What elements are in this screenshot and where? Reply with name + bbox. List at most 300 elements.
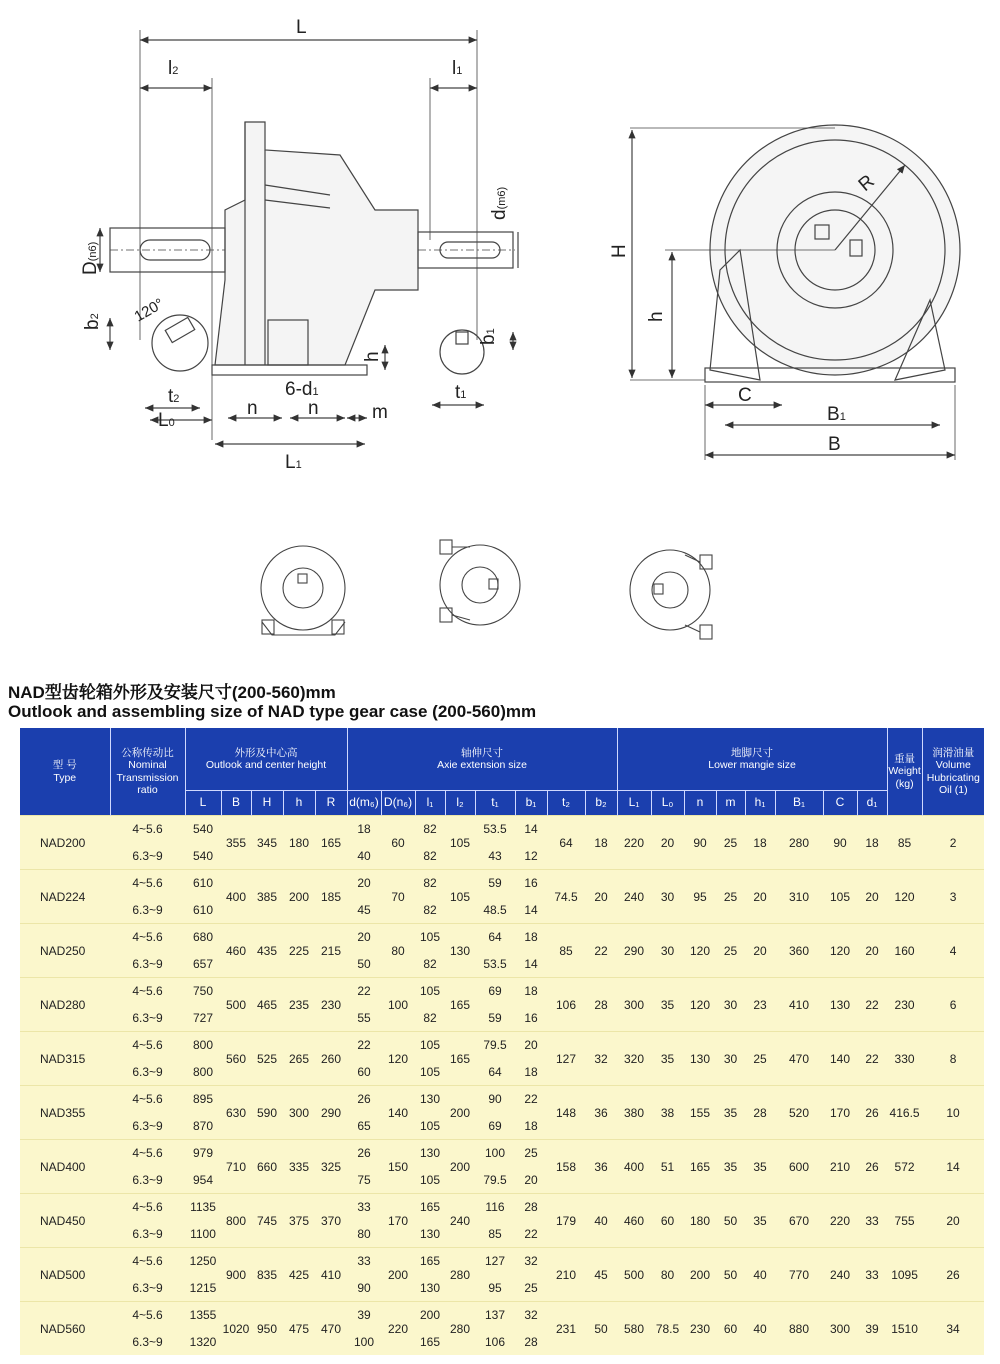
b1-cell: 32 — [515, 1248, 547, 1275]
table-cell: 335 — [283, 1140, 315, 1194]
table-cell: 25 — [716, 870, 745, 924]
table-cell: 30 — [651, 924, 684, 978]
d-cell: 20 — [347, 870, 381, 897]
b1-cell: 22 — [515, 1221, 547, 1248]
table-row — [20, 1248, 984, 1275]
table-cell: 34 — [922, 1302, 984, 1356]
table-cell: 165 — [315, 816, 347, 870]
table-cell: 630 — [221, 1086, 251, 1140]
ratio-cell: 4~5.6 — [110, 1032, 185, 1059]
weight-header: 重量 Weight (kg) — [887, 728, 922, 816]
table-cell: 74.5 — [547, 870, 585, 924]
table-cell: 710 — [221, 1140, 251, 1194]
table-cell: 410 — [315, 1248, 347, 1302]
ratio-cell: 6.3~9 — [110, 1221, 185, 1248]
col-header: H — [251, 791, 283, 816]
table-cell: 745 — [251, 1194, 283, 1248]
ratio-cell: 4~5.6 — [110, 924, 185, 951]
table-cell: 355 — [221, 816, 251, 870]
b1-cell: 18 — [515, 1059, 547, 1086]
table-cell: 230 — [887, 978, 922, 1032]
table-cell: 460 — [617, 1194, 651, 1248]
l1-cell: 82 — [415, 816, 445, 843]
table-cell: 345 — [251, 816, 283, 870]
table-cell: 755 — [887, 1194, 922, 1248]
dim-l1: l1 — [452, 58, 463, 79]
col-header: d₁ — [857, 791, 887, 816]
ratio-cell: 6.3~9 — [110, 1059, 185, 1086]
table-cell: 500 — [221, 978, 251, 1032]
table-cell: 78.5 — [651, 1302, 684, 1356]
b1-cell: 16 — [515, 870, 547, 897]
table-cell: 416.5 — [887, 1086, 922, 1140]
ratio-cell: 6.3~9 — [110, 897, 185, 924]
title-cn: NAD型齿轮箱外形及安装尺寸(200-560)mm — [8, 683, 336, 702]
type-cell: NAD315 — [20, 1032, 110, 1086]
technical-drawings — [0, 0, 1000, 670]
d-cell: 75 — [347, 1167, 381, 1194]
type-cell: NAD500 — [20, 1248, 110, 1302]
oil-header: 润滑油量 Volume Hubricating Oil (1) — [922, 728, 984, 816]
d-cell: 40 — [347, 843, 381, 870]
table-cell: 300 — [617, 978, 651, 1032]
b1-cell: 16 — [515, 1005, 547, 1032]
table-cell: 580 — [617, 1302, 651, 1356]
table-row — [20, 816, 984, 843]
d-cell: 50 — [347, 951, 381, 978]
d-cell: 33 — [347, 1248, 381, 1275]
table-cell: 64 — [547, 816, 585, 870]
dim-t1: t1 — [455, 382, 467, 403]
L-cell: 1355 — [185, 1302, 221, 1329]
L-cell: 680 — [185, 924, 221, 951]
table-cell: 200 — [684, 1248, 716, 1302]
table-cell: 435 — [251, 924, 283, 978]
D-cell: 80 — [381, 924, 415, 978]
d-cell: 26 — [347, 1140, 381, 1167]
table-row — [20, 978, 984, 1005]
l1-cell: 165 — [415, 1329, 445, 1356]
table-cell: 30 — [651, 870, 684, 924]
table-cell: 260 — [315, 1032, 347, 1086]
l1-cell: 82 — [415, 870, 445, 897]
dim-n-1: n — [247, 398, 258, 419]
b1-cell: 28 — [515, 1329, 547, 1356]
table-cell: 23 — [745, 978, 775, 1032]
d-cell: 39 — [347, 1302, 381, 1329]
dim-b1: b1 — [478, 328, 499, 345]
b1-cell: 28 — [515, 1194, 547, 1221]
d-cell: 55 — [347, 1005, 381, 1032]
table-cell: 35 — [745, 1140, 775, 1194]
type-cell: NAD560 — [20, 1302, 110, 1356]
table-cell: 215 — [315, 924, 347, 978]
t1-cell: 100 — [475, 1140, 515, 1167]
table-cell: 60 — [716, 1302, 745, 1356]
dimension-table — [20, 728, 984, 1355]
ratio-cell: 4~5.6 — [110, 1194, 185, 1221]
l2-cell: 280 — [445, 1248, 475, 1302]
table-row — [20, 1086, 984, 1113]
l2-cell: 200 — [445, 1086, 475, 1140]
D-cell: 120 — [381, 1032, 415, 1086]
table-cell: 36 — [585, 1086, 617, 1140]
table-cell: 400 — [221, 870, 251, 924]
table-cell: 670 — [775, 1194, 823, 1248]
dim-t2: t2 — [168, 386, 180, 407]
table-cell: 51 — [651, 1140, 684, 1194]
type-header: 型 号 Type — [20, 728, 110, 816]
table-cell: 25 — [716, 924, 745, 978]
ratio-cell: 4~5.6 — [110, 1302, 185, 1329]
b1-cell: 25 — [515, 1140, 547, 1167]
l1-cell: 200 — [415, 1302, 445, 1329]
col-header: C — [823, 791, 857, 816]
ratio-cell: 6.3~9 — [110, 1329, 185, 1356]
table-cell: 36 — [585, 1140, 617, 1194]
L-cell: 750 — [185, 978, 221, 1005]
d-cell: 45 — [347, 897, 381, 924]
b1-cell: 14 — [515, 951, 547, 978]
l1-cell: 130 — [415, 1275, 445, 1302]
t1-cell: 53.5 — [475, 951, 515, 978]
l1-cell: 105 — [415, 924, 445, 951]
t1-cell: 69 — [475, 978, 515, 1005]
table-cell: 500 — [617, 1248, 651, 1302]
table-cell: 3 — [922, 870, 984, 924]
table-cell: 210 — [547, 1248, 585, 1302]
t1-cell: 79.5 — [475, 1032, 515, 1059]
col-header: m — [716, 791, 745, 816]
table-cell: 40 — [745, 1302, 775, 1356]
l1-cell: 130 — [415, 1221, 445, 1248]
table-cell: 600 — [775, 1140, 823, 1194]
table-cell: 375 — [283, 1194, 315, 1248]
table-cell: 26 — [922, 1248, 984, 1302]
table-cell: 38 — [651, 1086, 684, 1140]
table-cell: 475 — [283, 1302, 315, 1356]
t1-cell: 116 — [475, 1194, 515, 1221]
L-cell: 1320 — [185, 1329, 221, 1356]
table-cell: 30 — [716, 978, 745, 1032]
table-cell: 25 — [716, 816, 745, 870]
table-cell: 20 — [745, 924, 775, 978]
col-header: l₂ — [445, 791, 475, 816]
l1-cell: 105 — [415, 1059, 445, 1086]
l1-cell: 82 — [415, 1005, 445, 1032]
b1-cell: 14 — [515, 897, 547, 924]
table-cell: 50 — [716, 1248, 745, 1302]
table-cell: 6 — [922, 978, 984, 1032]
table-row — [20, 870, 984, 897]
table-cell: 120 — [887, 870, 922, 924]
b1-cell: 18 — [515, 1113, 547, 1140]
L-cell: 1215 — [185, 1275, 221, 1302]
table-row — [20, 1194, 984, 1221]
table-cell: 22 — [857, 1032, 887, 1086]
l1-cell: 82 — [415, 897, 445, 924]
t1-cell: 64 — [475, 924, 515, 951]
type-cell: NAD200 — [20, 816, 110, 870]
L-cell: 800 — [185, 1032, 221, 1059]
D-cell: 200 — [381, 1248, 415, 1302]
L-cell: 540 — [185, 816, 221, 843]
table-cell: 280 — [775, 816, 823, 870]
table-cell: 26 — [857, 1140, 887, 1194]
table-cell: 835 — [251, 1248, 283, 1302]
b1-cell: 20 — [515, 1167, 547, 1194]
dim-R: R — [854, 170, 879, 196]
t1-cell: 95 — [475, 1275, 515, 1302]
L-cell: 895 — [185, 1086, 221, 1113]
D-cell: 100 — [381, 978, 415, 1032]
b1-cell: 20 — [515, 1032, 547, 1059]
table-cell: 235 — [283, 978, 315, 1032]
table-cell: 30 — [716, 1032, 745, 1086]
table-cell: 26 — [857, 1086, 887, 1140]
table-cell: 18 — [857, 816, 887, 870]
table-cell: 8 — [922, 1032, 984, 1086]
table-cell: 660 — [251, 1140, 283, 1194]
table-cell: 106 — [547, 978, 585, 1032]
table-cell: 90 — [684, 816, 716, 870]
col-header: t₂ — [547, 791, 585, 816]
L-cell: 870 — [185, 1113, 221, 1140]
table-cell: 85 — [887, 816, 922, 870]
ratio-cell: 4~5.6 — [110, 816, 185, 843]
b1-cell: 18 — [515, 978, 547, 1005]
table-cell: 210 — [823, 1140, 857, 1194]
table-cell: 200 — [283, 870, 315, 924]
table-cell: 220 — [617, 816, 651, 870]
col-header: l₁ — [415, 791, 445, 816]
b1-cell: 12 — [515, 843, 547, 870]
table-cell: 900 — [221, 1248, 251, 1302]
dim-m: m — [372, 402, 388, 423]
table-cell: 20 — [585, 870, 617, 924]
table-cell: 50 — [585, 1302, 617, 1356]
table-cell: 45 — [585, 1248, 617, 1302]
l2-cell: 105 — [445, 816, 475, 870]
l1-cell: 165 — [415, 1248, 445, 1275]
table-cell: 50 — [716, 1194, 745, 1248]
table-cell: 120 — [684, 978, 716, 1032]
table-cell: 127 — [547, 1032, 585, 1086]
col-header: b₂ — [585, 791, 617, 816]
d-cell: 90 — [347, 1275, 381, 1302]
table-cell: 180 — [283, 816, 315, 870]
table-cell: 170 — [823, 1086, 857, 1140]
dim-h-front: h — [646, 311, 667, 322]
table-cell: 20 — [857, 870, 887, 924]
d-cell: 80 — [347, 1221, 381, 1248]
t1-cell: 127 — [475, 1248, 515, 1275]
col-header: L₁ — [617, 791, 651, 816]
table-cell: 35 — [745, 1194, 775, 1248]
d-cell: 33 — [347, 1194, 381, 1221]
col-header: B₁ — [775, 791, 823, 816]
table-cell: 572 — [887, 1140, 922, 1194]
t1-cell: 137 — [475, 1302, 515, 1329]
dim-l2: l2 — [168, 58, 179, 79]
col-header: B — [221, 791, 251, 816]
b1-cell: 25 — [515, 1275, 547, 1302]
col-header: L — [185, 791, 221, 816]
table-cell: 330 — [887, 1032, 922, 1086]
b1-cell: 22 — [515, 1086, 547, 1113]
table-cell: 22 — [857, 978, 887, 1032]
ratio-cell: 6.3~9 — [110, 1005, 185, 1032]
table-cell: 525 — [251, 1032, 283, 1086]
L-cell: 1250 — [185, 1248, 221, 1275]
l1-cell: 105 — [415, 1032, 445, 1059]
l1-cell: 82 — [415, 951, 445, 978]
table-cell: 95 — [684, 870, 716, 924]
table-cell: 20 — [651, 816, 684, 870]
dim-n-2: n — [308, 398, 319, 419]
table-cell: 130 — [823, 978, 857, 1032]
table-cell: 1510 — [887, 1302, 922, 1356]
table-cell: 880 — [775, 1302, 823, 1356]
t1-cell: 59 — [475, 1005, 515, 1032]
D-cell: 60 — [381, 816, 415, 870]
table-cell: 85 — [547, 924, 585, 978]
table-cell: 39 — [857, 1302, 887, 1356]
title-en: Outlook and assembling size of NAD type gear case (200-560)mm — [8, 702, 537, 721]
L-cell: 1100 — [185, 1221, 221, 1248]
t1-cell: 48.5 — [475, 897, 515, 924]
d-cell: 60 — [347, 1059, 381, 1086]
d-cell: 65 — [347, 1113, 381, 1140]
table-cell: 28 — [745, 1086, 775, 1140]
col-header: d(m₆) — [347, 791, 381, 816]
table-cell: 120 — [684, 924, 716, 978]
table-cell: 370 — [315, 1194, 347, 1248]
table-cell: 300 — [823, 1302, 857, 1356]
D-cell: 70 — [381, 870, 415, 924]
dim-B: B — [828, 434, 841, 455]
dim-6d1: 6-d1 — [285, 379, 319, 400]
L-cell: 800 — [185, 1059, 221, 1086]
t1-cell: 59 — [475, 870, 515, 897]
l2-cell: 165 — [445, 978, 475, 1032]
table-cell: 1095 — [887, 1248, 922, 1302]
table-cell: 360 — [775, 924, 823, 978]
t1-cell: 90 — [475, 1086, 515, 1113]
b1-cell: 18 — [515, 924, 547, 951]
table-cell: 385 — [251, 870, 283, 924]
table-cell: 40 — [745, 1248, 775, 1302]
table-cell: 18 — [585, 816, 617, 870]
dim-D: D(n6) — [80, 241, 101, 275]
ratio-cell: 4~5.6 — [110, 1248, 185, 1275]
dim-L: L — [296, 17, 307, 38]
table-cell: 14 — [922, 1140, 984, 1194]
d-cell: 100 — [347, 1329, 381, 1356]
dim-H: H — [609, 244, 630, 258]
table-cell: 320 — [617, 1032, 651, 1086]
table-cell: 520 — [775, 1086, 823, 1140]
type-cell: NAD224 — [20, 870, 110, 924]
table-cell: 20 — [745, 870, 775, 924]
table-cell: 590 — [251, 1086, 283, 1140]
t1-cell: 53.5 — [475, 816, 515, 843]
table-cell: 400 — [617, 1140, 651, 1194]
dim-b2: b2 — [82, 313, 103, 330]
table-cell: 560 — [221, 1032, 251, 1086]
D-cell: 220 — [381, 1302, 415, 1356]
table-cell: 179 — [547, 1194, 585, 1248]
t1-cell: 69 — [475, 1113, 515, 1140]
ratio-cell: 6.3~9 — [110, 1275, 185, 1302]
l1-cell: 105 — [415, 1113, 445, 1140]
b1-cell: 14 — [515, 816, 547, 843]
dim-L1: L1 — [285, 452, 302, 473]
table-cell: 185 — [315, 870, 347, 924]
foot-header: 地脚尺寸 Lower mangie size — [617, 728, 887, 791]
D-cell: 170 — [381, 1194, 415, 1248]
t1-cell: 64 — [475, 1059, 515, 1086]
d-cell: 20 — [347, 924, 381, 951]
table-row — [20, 924, 984, 951]
L-cell: 979 — [185, 1140, 221, 1167]
table-cell: 800 — [221, 1194, 251, 1248]
L-cell: 657 — [185, 951, 221, 978]
l1-cell: 165 — [415, 1194, 445, 1221]
L-cell: 1135 — [185, 1194, 221, 1221]
table-row — [20, 1140, 984, 1167]
table-cell: 120 — [823, 924, 857, 978]
dim-d: d(m6) — [489, 186, 510, 220]
l2-cell: 130 — [445, 924, 475, 978]
table-cell: 165 — [684, 1140, 716, 1194]
ratio-cell: 6.3~9 — [110, 1113, 185, 1140]
table-cell: 148 — [547, 1086, 585, 1140]
ratio-cell: 6.3~9 — [110, 843, 185, 870]
t1-cell: 79.5 — [475, 1167, 515, 1194]
table-cell: 470 — [315, 1302, 347, 1356]
table-cell: 1020 — [221, 1302, 251, 1356]
front-view-drawing — [630, 125, 960, 460]
d-cell: 22 — [347, 978, 381, 1005]
dim-h-side: h — [362, 351, 383, 362]
table-cell: 140 — [823, 1032, 857, 1086]
t1-cell: 43 — [475, 843, 515, 870]
table-cell: 105 — [823, 870, 857, 924]
dim-C: C — [738, 385, 752, 406]
l2-cell: 280 — [445, 1302, 475, 1356]
L-cell: 727 — [185, 1005, 221, 1032]
table-cell: 33 — [857, 1194, 887, 1248]
dim-L0: L0 — [158, 410, 175, 431]
mounting-variants — [261, 540, 712, 639]
l2-cell: 165 — [445, 1032, 475, 1086]
table-cell: 180 — [684, 1194, 716, 1248]
col-header: b₁ — [515, 791, 547, 816]
col-header: h₁ — [745, 791, 775, 816]
table-cell: 465 — [251, 978, 283, 1032]
L-cell: 610 — [185, 897, 221, 924]
col-header: t₁ — [475, 791, 515, 816]
L-cell: 540 — [185, 843, 221, 870]
col-header: R — [315, 791, 347, 816]
type-cell: NAD280 — [20, 978, 110, 1032]
l1-cell: 105 — [415, 1167, 445, 1194]
table-cell: 265 — [283, 1032, 315, 1086]
type-cell: NAD355 — [20, 1086, 110, 1140]
table-cell: 10 — [922, 1086, 984, 1140]
table-row — [20, 1302, 984, 1329]
